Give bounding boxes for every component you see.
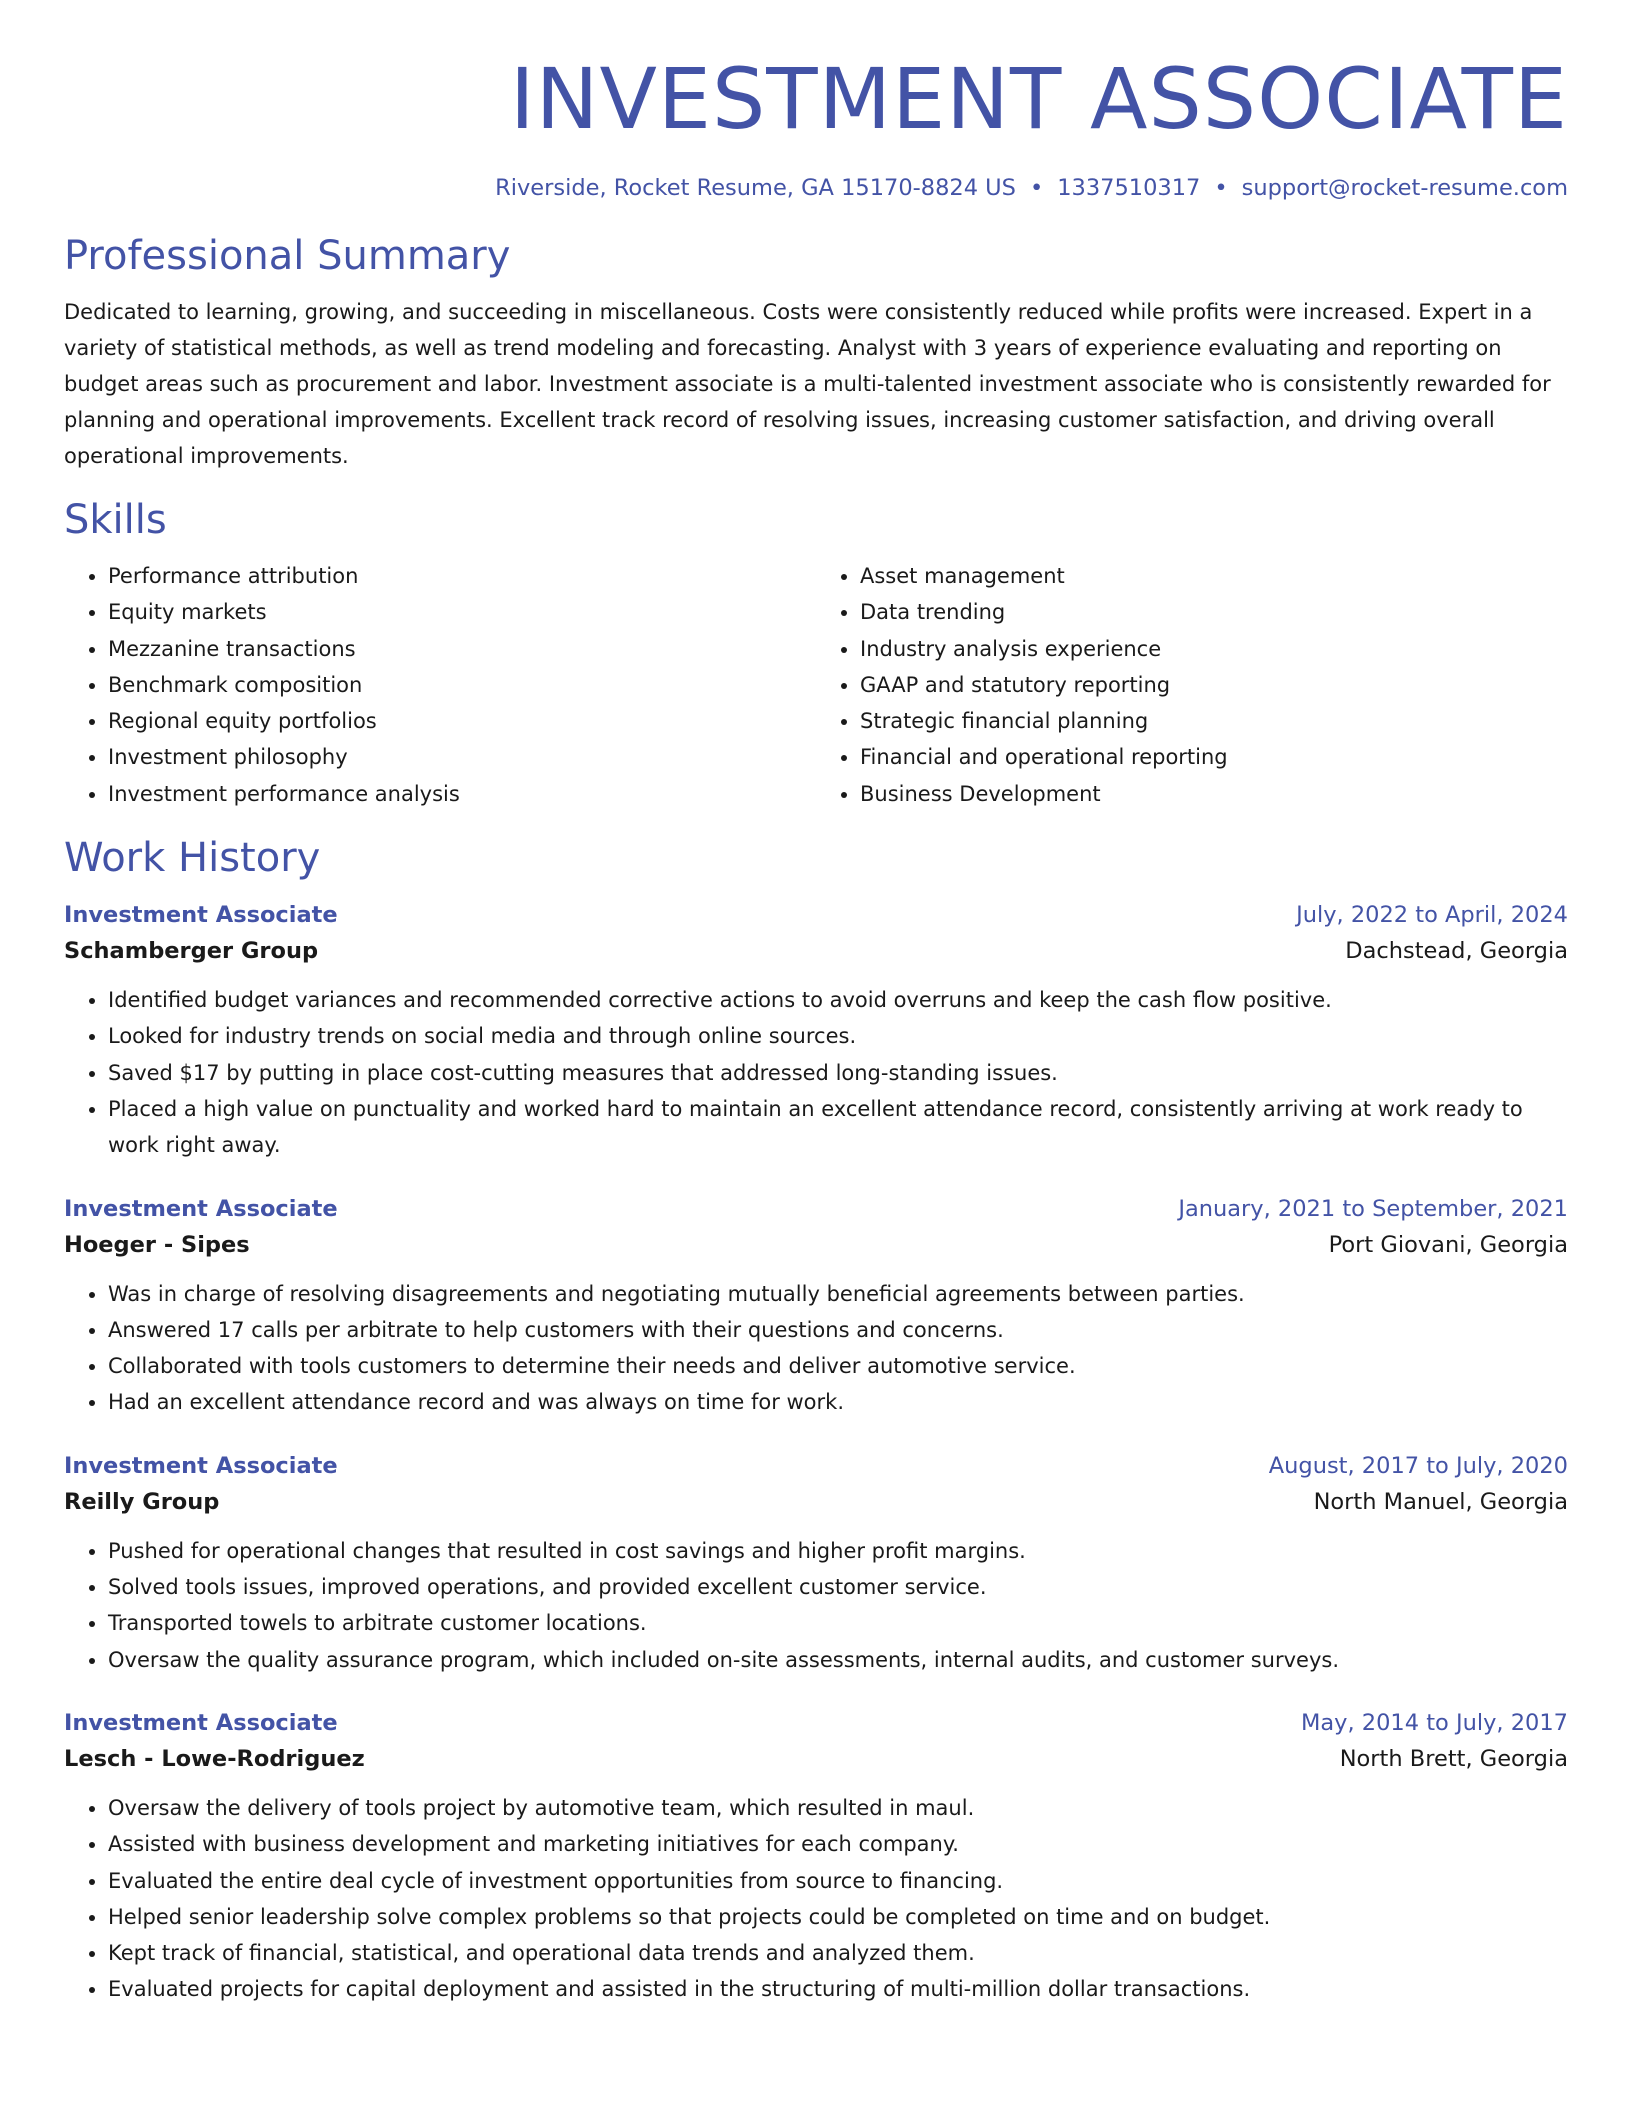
- skills-column-left: [64, 558, 816, 812]
- job-bullet: • Identified budget variances and recommended corrective actions to avoid overruns and keep the cash flow positive.: [108, 982, 1568, 1018]
- job-location: North Manuel, Georgia: [1313, 1488, 1568, 1515]
- job-bullet: • Pushed for operational changes that resulted in cost savings and higher profit margins.: [108, 1533, 1568, 1569]
- job-bullet: • Answered 17 calls per arbitrate to help customers with their questions and concerns.: [108, 1312, 1568, 1348]
- contact-phone: 1337510317: [1057, 175, 1201, 201]
- skill-item: • Industry analysis experience: [860, 631, 1568, 667]
- job-title-row: [64, 1706, 1568, 1740]
- job-bullet: • Oversaw the quality assurance program, which included on-site assessments, internal audits, and customer surveys.: [108, 1642, 1568, 1678]
- job-location: North Brett, Georgia: [1339, 1745, 1568, 1772]
- job-company-row: [64, 932, 1568, 970]
- skills-column-right: [816, 558, 1568, 812]
- summary-text: Dedicated to learning, growing, and succeeding in miscellaneous. Costs were consistently reduced while profits were increased. Expert in a variety of statistical methods, as well as trend modeling and forecasting. Analyst with 3 years of experience evaluating and reporting on budget areas such as procurement and labor. Investment associate is a multi-talented investment associate who is consistently rewarded for planning and operational improvements. Excellent track record of resolving issues, increasing customer satisfaction, and driving overall operational improvements.: [64, 300, 1551, 468]
- job-company-row: [64, 1740, 1568, 1778]
- job-title: Investment Associate: [64, 1195, 338, 1222]
- job-entry: [64, 898, 1568, 1163]
- contact-separator: •: [1029, 175, 1044, 201]
- job-bullets: [64, 1533, 1568, 1678]
- job-bullet: • Helped senior leadership solve complex problems so that projects could be completed on time and on budget.: [108, 1899, 1568, 1935]
- job-location: Port Giovani, Georgia: [1328, 1231, 1568, 1258]
- job-bullet: • Saved $17 by putting in place cost-cutting measures that addressed long-standing issues.: [108, 1055, 1568, 1091]
- work-history-heading: Work History: [64, 835, 321, 882]
- resume-header: [64, 44, 1568, 204]
- job-entry: [64, 1192, 1568, 1421]
- skill-item: • Financial and operational reporting: [860, 739, 1568, 775]
- job-bullet: • Looked for industry trends on social media and through online sources.: [108, 1018, 1568, 1054]
- job-title-row: [64, 1449, 1568, 1483]
- job-bullet: • Evaluated projects for capital deployment and assisted in the structuring of multi-million dollar transactions.: [108, 1971, 1568, 2007]
- job-bullet: • Placed a high value on punctuality and worked hard to maintain an excellent attendance record, consistently arriving at work ready to work right away.: [108, 1091, 1568, 1164]
- job-company: Reilly Group: [64, 1488, 220, 1515]
- job-company: Lesch - Lowe-Rodriguez: [64, 1745, 365, 1772]
- skill-item: • GAAP and statutory reporting: [860, 667, 1568, 703]
- job-bullet: • Was in charge of resolving disagreements and negotiating mutually beneficial agreements between parties.: [108, 1276, 1568, 1312]
- skill-item: • Data trending: [860, 594, 1568, 630]
- job-title-row: [64, 1192, 1568, 1226]
- skill-item: • Benchmark composition: [108, 667, 816, 703]
- job-title-row: [64, 898, 1568, 932]
- job-bullet: • Kept track of financial, statistical, and operational data trends and analyzed them.: [108, 1935, 1568, 1971]
- job-bullet: • Oversaw the delivery of tools project by automotive team, which resulted in maul.: [108, 1790, 1568, 1826]
- job-bullets: [64, 1276, 1568, 1421]
- skills-heading: Skills: [64, 497, 167, 543]
- job-bullet: • Collaborated with tools customers to determine their needs and deliver automotive service.: [108, 1348, 1568, 1384]
- job-bullets: [64, 982, 1568, 1163]
- job-title: Investment Associate: [64, 1709, 338, 1736]
- skill-item: • Equity markets: [108, 594, 816, 630]
- job-company-row: [64, 1226, 1568, 1264]
- job-title: Investment Associate: [64, 1452, 338, 1479]
- job-company: Hoeger - Sipes: [64, 1231, 250, 1258]
- job-dates: August, 2017 to July, 2020: [1268, 1452, 1568, 1479]
- contact-address: Riverside, Rocket Resume, GA 15170-8824 US: [495, 175, 1016, 201]
- job-bullet: • Had an excellent attendance record and was always on time for work.: [108, 1384, 1568, 1420]
- job-dates: July, 2022 to April, 2024: [1296, 902, 1568, 929]
- skill-item: • Regional equity portfolios: [108, 703, 816, 739]
- skill-item: • Investment performance analysis: [108, 776, 816, 812]
- contact-email: support@rocket-resume.com: [1241, 175, 1568, 201]
- job-location: Dachstead, Georgia: [1345, 938, 1568, 965]
- job-company: Schamberger Group: [64, 938, 319, 965]
- job-entry: [64, 1706, 1568, 2008]
- skill-item: • Business Development: [860, 776, 1568, 812]
- job-bullet: • Evaluated the entire deal cycle of investment opportunities from source to financing.: [108, 1863, 1568, 1899]
- job-title: Investment Associate: [64, 902, 338, 929]
- skill-item: • Mezzanine transactions: [108, 631, 816, 667]
- contact-line: [64, 172, 1568, 204]
- job-company-row: [64, 1483, 1568, 1521]
- contact-separator: •: [1214, 175, 1228, 201]
- skills-list: [64, 558, 1568, 812]
- skill-item: • Performance attribution: [108, 558, 816, 594]
- job-entry: [64, 1449, 1568, 1678]
- job-bullets: [64, 1790, 1568, 2008]
- candidate-name: INVESTMENT ASSOCIATE: [509, 50, 1568, 148]
- job-bullet: • Solved tools issues, improved operations, and provided excellent customer service.: [108, 1569, 1568, 1605]
- job-bullet: • Transported towels to arbitrate customer locations.: [108, 1605, 1568, 1641]
- skill-item: • Strategic financial planning: [860, 703, 1568, 739]
- skill-item: • Asset management: [860, 558, 1568, 594]
- job-dates: May, 2014 to July, 2017: [1300, 1709, 1568, 1736]
- summary-heading: Professional Summary: [64, 233, 511, 279]
- job-dates: January, 2021 to September, 2021: [1178, 1195, 1568, 1222]
- job-bullet: • Assisted with business development and marketing initiatives for each company.: [108, 1826, 1568, 1862]
- skill-item: • Investment philosophy: [108, 739, 816, 775]
